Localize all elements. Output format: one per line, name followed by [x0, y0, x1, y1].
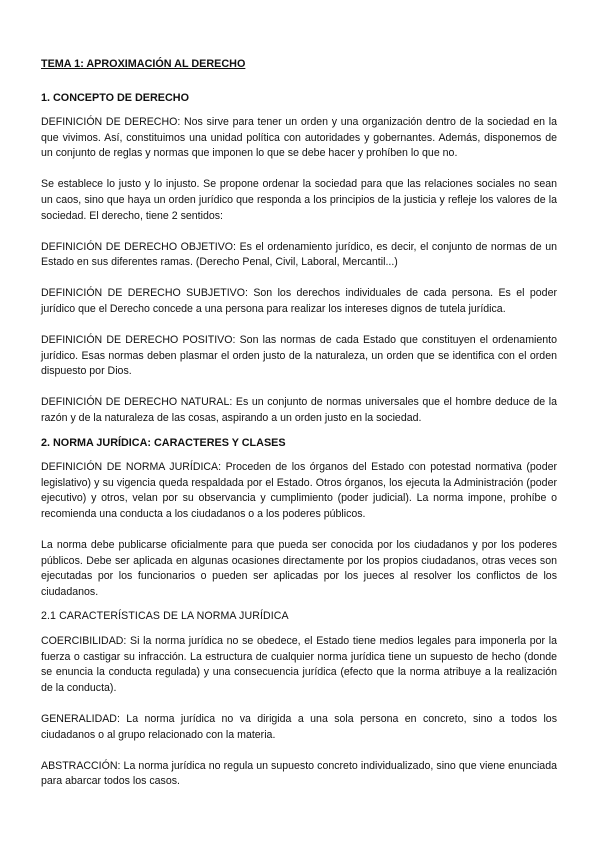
paragraph-justo-injusto: Se establece lo justo y lo injusto. Se propone ordenar la sociedad para que las relaciones sociales no sean un caos, sino que haya un orden jurídico que responda a los principios de la justicia y refleje los valores de la sociedad. El derecho, tiene 2 sentidos:	[41, 178, 557, 222]
paragraph-definicion-derecho: DEFINICIÓN DE DERECHO: Nos sirve para tener un orden y una organización dentro de la sociedad en la que vivimos. Así, constituimos una unidad política con autoridades y gobernantes. Además, disponemos de un conjunto de reglas y normas que imponen lo que se debe hacer y prohíben lo que no.	[41, 116, 557, 160]
paragraph-derecho-subjetivo: DEFINICIÓN DE DERECHO SUBJETIVO: Son los derechos individuales de cada persona. Es el poder jurídico que el Derecho concede a una persona para realizar los intereses dignos de tutela jurídica.	[41, 287, 557, 316]
paragraph-abstraccion: ABSTRACCIÓN: La norma jurídica no regula un supuesto concreto individualizado, sino que viene enunciada para abarcar todos los casos.	[41, 759, 557, 788]
paragraph-norma-juridica: DEFINICIÓN DE NORMA JURÍDICA: Proceden de los órganos del Estado con potestad normativa (poder legislativo) y su vigencia queda respaldada por el Estado. Otros órganos, los ejecuta la Administración (poder ejecutivo) y otros, velan por su observancia y cumplimiento (poder judicial). La norma impone, prohíbe o recomienda una conducta a los ciudadanos o a los poderes públicos.	[41, 461, 557, 520]
paragraph-generalidad: GENERALIDAD: La norma jurídica no va dirigida a una sola persona en concreto, sino a todos los ciudadanos o al grupo relacionado con la materia.	[41, 712, 557, 741]
subsection-2-1-heading: 2.1 CARACTERÍSTICAS DE LA NORMA JURÍDICA	[41, 610, 289, 623]
document-title: TEMA 1: APROXIMACIÓN AL DERECHO	[41, 58, 246, 70]
section-1-heading: 1. CONCEPTO DE DERECHO	[41, 91, 189, 104]
section-2-heading: 2. NORMA JURÍDICA: CARACTERES Y CLASES	[41, 436, 286, 449]
paragraph-coercibilidad: COERCIBILIDAD: Si la norma jurídica no se obedece, el Estado tiene medios legales para imponerla por la fuerza o castigar su infracción. La estructura de cualquier norma jurídica tiene un supuesto de hecho (donde se enuncia la conducta regulada) y una consecuencia jurídica (efecto que la norma atribuye a la realización de la conducta).	[41, 635, 557, 694]
paragraph-derecho-positivo: DEFINICIÓN DE DERECHO POSITIVO: Son las normas de cada Estado que constituyen el ordenamiento jurídico. Esas normas deben plasmar el orden justo de la naturaleza, un orden que se identifica con el orden dispuesto por Dios.	[41, 334, 557, 378]
paragraph-derecho-natural: DEFINICIÓN DE DERECHO NATURAL: Es un conjunto de normas universales que el hombre deduce de la razón y de la naturaleza de las cosas, aspirando a un orden justo en la sociedad.	[41, 396, 557, 424]
paragraph-publicacion-norma: La norma debe publicarse oficialmente para que pueda ser conocida por los ciudadanos y por los poderes públicos. Debe ser aplicada en algunas ocasiones directamente por los propios ciudadanos, otras veces son ejecutadas por los funcionarios o pueden ser aplicadas por los jueces al resolver los conflictos de los ciudadanos.	[41, 539, 557, 598]
paragraph-derecho-objetivo: DEFINICIÓN DE DERECHO OBJETIVO: Es el ordenamiento jurídico, es decir, el conjunto de normas de un Estado en sus diferentes ramas. (Derecho Penal, Civil, Laboral, Mercantil...)	[41, 240, 557, 269]
